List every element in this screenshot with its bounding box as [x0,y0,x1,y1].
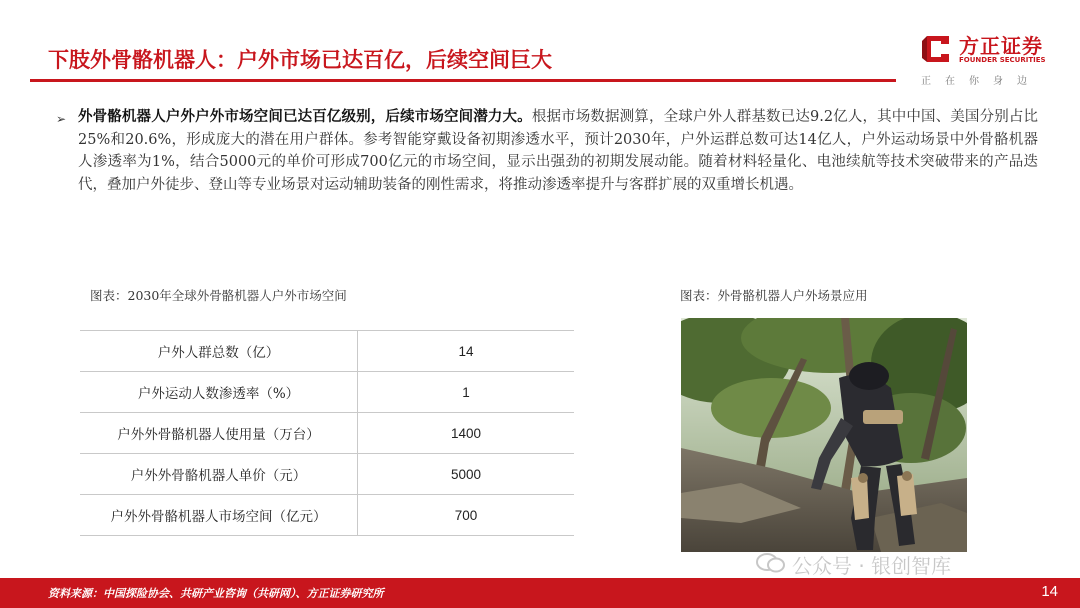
paragraph-text: 根据市场数据测算，全球户外人群基数已达9.2亿人，其中中国、美国分别占比25%和20.6%，形成庞大的潜在用户群体。参考智能穿戴设备初期渗透水平，预计2030年，户外运群总数可达14亿人，户外运动场景中外骨骼机器人渗透率为1%，结合5000元的单价可形成700亿元的市场空间，显示出强劲的初期发展动能。随着材料轻量化、电池续航等技术突破带来的产品迭代，叠加户外徒步、登山等专业场景对运动辅助装备的刚性需求，将推动渗透率提升与客群扩展的双重增长机遇。 [78,109,1038,193]
founder-securities-logo [915,28,1065,88]
logo-english-name: FOUNDER SECURITIES [959,56,1046,64]
table-row [80,372,574,413]
source-note: 资料来源：中国探险协会、共研产业咨询（共研网）、方正证券研究所 [48,587,384,600]
arrow-bullet-icon: ➢ [56,112,67,126]
row-label: 户外运动人数渗透率（%） [80,372,358,413]
row-value: 1400 [358,413,575,454]
table-row [80,413,574,454]
exoskeleton-hiking-photo [681,318,967,552]
row-label: 户外外骨骼机器人市场空间（亿元） [80,495,358,536]
watermark-text: 公众号 · 银创智库 [792,554,952,578]
title-divider [30,79,896,82]
market-size-table [80,330,574,536]
row-label: 户外外骨骼机器人使用量（万台） [80,413,358,454]
table-row [80,454,574,495]
row-label: 户外外骨骼机器人单价（元） [80,454,358,495]
paragraph-lead: 外骨骼机器人户外户外市场空间已达百亿级别，后续市场空间潜力大。 [78,108,532,125]
table-row [80,331,574,372]
row-value: 5000 [358,454,575,495]
table-caption: 图表：2030年全球外骨骼机器人户外市场空间 [90,288,347,303]
logo-chinese-name: 方正证券 [959,34,1043,58]
logo-slogan: 正在你身边 [921,76,1041,87]
body-paragraph [78,106,1038,196]
row-value: 1 [358,372,575,413]
photo-caption: 图表：外骨骼机器人户外场景应用 [680,288,868,303]
table-row [80,495,574,536]
photo-illustration [681,318,967,552]
page-number: 14 [1041,583,1058,600]
footer-bar [0,578,1080,608]
row-label: 户外人群总数（亿） [80,331,358,372]
row-value: 700 [358,495,575,536]
wechat-icon [756,552,786,574]
founder-logo-icon [919,32,953,66]
row-value: 14 [358,331,575,372]
slide-title: 下肢外骨骼机器人：户外市场已达百亿，后续空间巨大 [48,47,552,72]
